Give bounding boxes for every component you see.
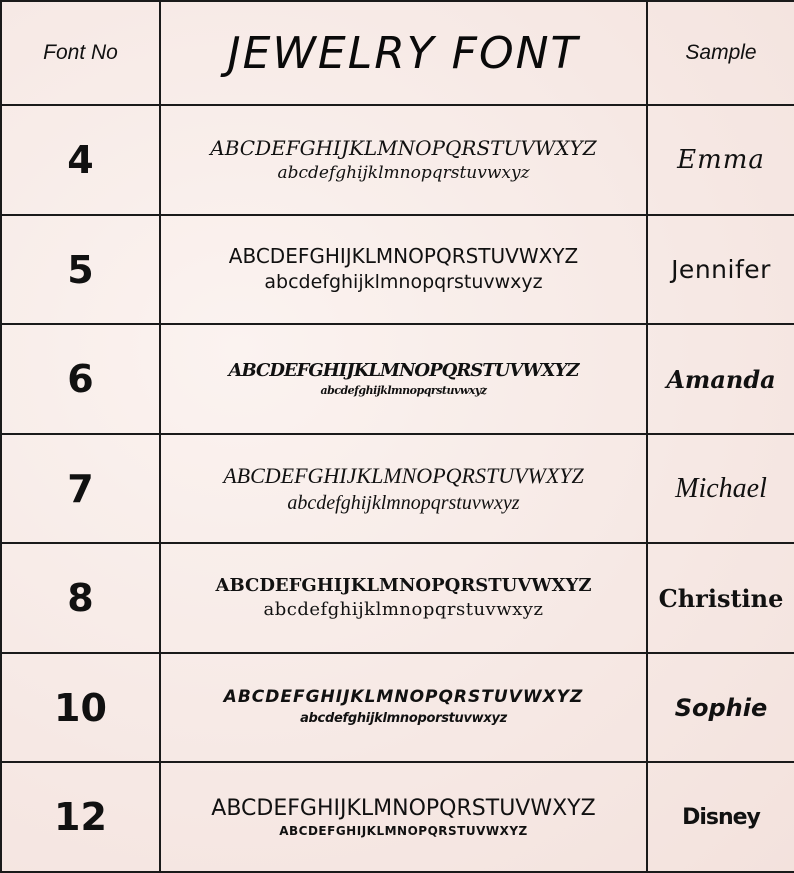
font-row-5 [1, 215, 794, 325]
uppercase-alphabet: ABCDEFGHIJKLMNOPQRSTUVWXYZ [228, 359, 579, 381]
lowercase-alphabet: abcdefghijklmnoporstuvwxyz [300, 711, 507, 727]
font-row-6 [1, 324, 794, 434]
font-number-cell [1, 434, 160, 544]
font-number: 10 [54, 685, 107, 730]
font-row-12 [1, 762, 794, 872]
lowercase-alphabet: abcdefghijklmnopqrstuvwxyz [287, 491, 520, 514]
sample-cell [647, 324, 794, 434]
sample-name: Amanda [666, 364, 776, 394]
font-row-8 [1, 543, 794, 653]
font-number: 12 [54, 795, 107, 840]
uppercase-alphabet: ABCDEFGHIJKLMNOPQRSTUVWXYZ [210, 135, 597, 160]
sample-name: Jennifer [671, 255, 771, 285]
sample-cell [647, 543, 794, 653]
font-row-10 [1, 653, 794, 763]
sample-cell [647, 215, 794, 325]
font-number: 4 [67, 138, 94, 183]
font-no-header: Font No [43, 41, 118, 65]
font-number: 8 [67, 576, 94, 621]
uppercase-alphabet: ABCDEFGHIJKLMNOPQRSTUVWXYZ [215, 574, 592, 596]
font-number-cell [1, 215, 160, 325]
lowercase-alphabet: abcdefghijklmnopqrstuvwxyz [263, 599, 544, 621]
font-number-cell [1, 324, 160, 434]
alphabet-cell [160, 324, 647, 434]
sample-header: Sample [685, 41, 757, 65]
sample-name: Michael [675, 472, 767, 504]
sample-name: Christine [658, 583, 784, 613]
font-row-4 [1, 105, 794, 215]
sample-cell [647, 105, 794, 215]
uppercase-alphabet: ABCDEFGHIJKLMNOPQRSTUVWXYZ [211, 795, 596, 821]
header-font-no-cell [1, 1, 160, 105]
lowercase-alphabet: ABCDEFGHIJKLMNOPQRSTUVWXYZ [279, 823, 528, 838]
page-title: JEWELRY FONT [227, 27, 580, 79]
sample-name: Disney [682, 804, 760, 830]
header-sample-cell [647, 1, 794, 105]
font-number: 5 [67, 247, 94, 292]
header-title-cell [160, 1, 647, 105]
sample-name: Sophie [674, 693, 768, 722]
font-number-cell [1, 543, 160, 653]
alphabet-cell [160, 434, 647, 544]
lowercase-alphabet: abcdefghijklmnopqrstuvwxyz [264, 271, 543, 294]
sample-name: Emma [677, 145, 765, 176]
lowercase-alphabet: abcdefghijklmnopqrstuvwxyz [320, 384, 487, 398]
header-row [1, 1, 794, 105]
font-number: 6 [67, 357, 94, 402]
uppercase-alphabet: ABCDEFGHIJKLMNOPQRSTUVWXYZ [223, 462, 584, 488]
sample-cell [647, 434, 794, 544]
uppercase-alphabet: ABCDEFGHIJKLMNOPQRSTUVWXYZ [228, 244, 579, 269]
font-row-7 [1, 434, 794, 544]
alphabet-cell [160, 105, 647, 215]
uppercase-alphabet: ABCDEFGHIJKLMNOPQRSTUVWXYZ [223, 687, 584, 708]
sample-cell [647, 653, 794, 763]
font-number-cell [1, 653, 160, 763]
font-number: 7 [67, 466, 94, 511]
alphabet-cell [160, 543, 647, 653]
font-number-cell [1, 105, 160, 215]
alphabet-cell [160, 215, 647, 325]
font-number-cell [1, 762, 160, 872]
sample-cell [647, 762, 794, 872]
alphabet-cell [160, 653, 647, 763]
alphabet-cell [160, 762, 647, 872]
lowercase-alphabet: abcdefghijklmnopqrstuvwxyz [277, 162, 530, 183]
